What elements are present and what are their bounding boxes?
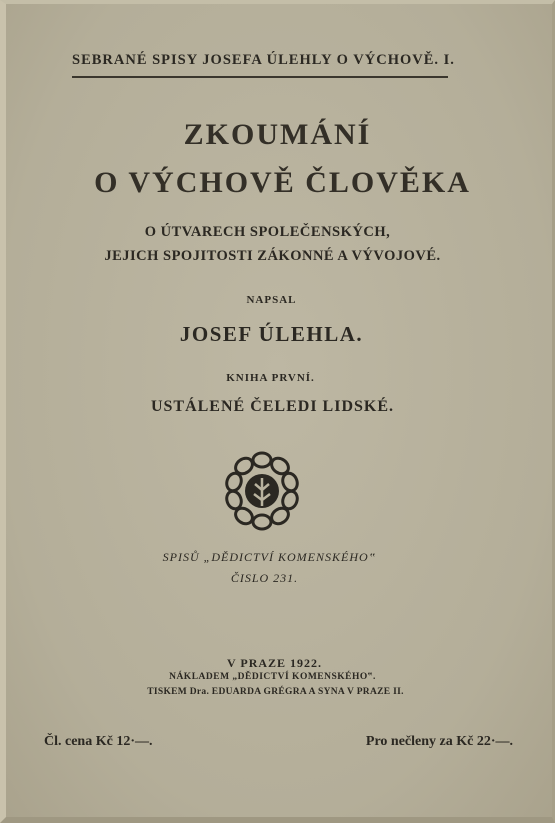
- printer-line: TISKEM Dra. EDUARDA GRÉGRA A SYNA V PRAZE II.: [147, 687, 404, 697]
- subtitle-line-2: JEJICH SPOJITOSTI ZÁKONNÉ A VÝVOJOVÉ.: [104, 248, 441, 264]
- sunflower-emblem-icon: [222, 448, 302, 532]
- subtitle-line-1: O ÚTVARECH SPOLEČENSKÝCH,: [144, 224, 391, 240]
- written-by-label: NAPSAL: [246, 294, 297, 306]
- nonmember-price: Pro nečleny za Kč 22·—.: [365, 734, 513, 749]
- book-number-label: KNIHA PRVNÍ.: [226, 372, 315, 384]
- volume-title: USTÁLENÉ ČELEDI LIDSKÉ.: [150, 398, 395, 415]
- imprint-number: ČISLO 231.: [230, 571, 299, 585]
- title-line-2: O VÝCHOVĚ ČLOVĚKA: [94, 166, 471, 199]
- publisher-line: NÁKLADEM „DĚDICTVÍ KOMENSKÉHO‟.: [169, 672, 376, 682]
- imprint-series: SPISŮ „DĚDICTVÍ KOMENSKÉHO‟: [162, 550, 377, 564]
- series-heading: SEBRANÉ SPISY JOSEFA ÚLEHLY O VÝCHOVĚ. I.: [72, 52, 455, 68]
- author-name: JOSEF ÚLEHLA.: [179, 322, 364, 346]
- series-underline: [72, 76, 448, 78]
- member-price: Čl. cena Kč 12·—.: [44, 734, 153, 749]
- title-line-1: ZKOUMÁNÍ: [183, 118, 372, 151]
- city-year: V PRAZE 1922.: [226, 656, 323, 670]
